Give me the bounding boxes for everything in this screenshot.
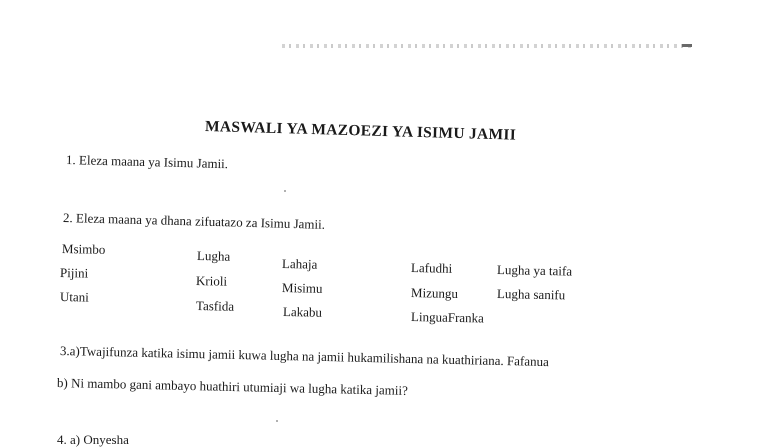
question-3a: 3.a)Twajifunza katika isimu jamii kuwa lugha na jamii hukamilishana na kuathiriana. Fafanua — [59, 343, 550, 370]
scan-header-artifact — [282, 44, 692, 48]
term-krioli: Krioli — [195, 273, 228, 289]
question-4: 4. a) Onyesha — [57, 432, 129, 447]
term-lafudhi: Lafudhi — [410, 260, 453, 276]
term-lugha-ya-taifa: Lugha ya taifa — [496, 262, 573, 279]
scan-speck — [276, 420, 278, 422]
term-mizungu: Mizungu — [410, 285, 459, 301]
term-lahaja: Lahaja — [281, 256, 318, 272]
term-lugha: Lugha — [196, 248, 231, 264]
term-misimu: Misimu — [281, 280, 323, 296]
term-utani: Utani — [59, 289, 90, 305]
question-2: 2. Eleza maana ya dhana zifuatazo za Isimu Jamii. — [62, 210, 326, 232]
term-tasfida: Tasfida — [195, 298, 235, 314]
term-lakabu: Lakabu — [282, 304, 323, 320]
term-msimbo: Msimbo — [61, 241, 106, 257]
term-lugha-sanifu: Lugha sanifu — [496, 286, 566, 303]
term-pijini: Pijini — [59, 265, 89, 281]
question-1: 1. Eleza maana ya Isimu Jamii. — [65, 152, 229, 172]
term-linguafranka: LinguaFranka — [410, 309, 485, 326]
document-title: MASWALI YA MAZOEZI YA ISIMU JAMII — [204, 118, 517, 144]
question-3b: b) Ni mambo gani ambayo huathiri utumiaji wa lugha katika jamii? — [56, 375, 409, 398]
scan-speck — [284, 190, 286, 192]
